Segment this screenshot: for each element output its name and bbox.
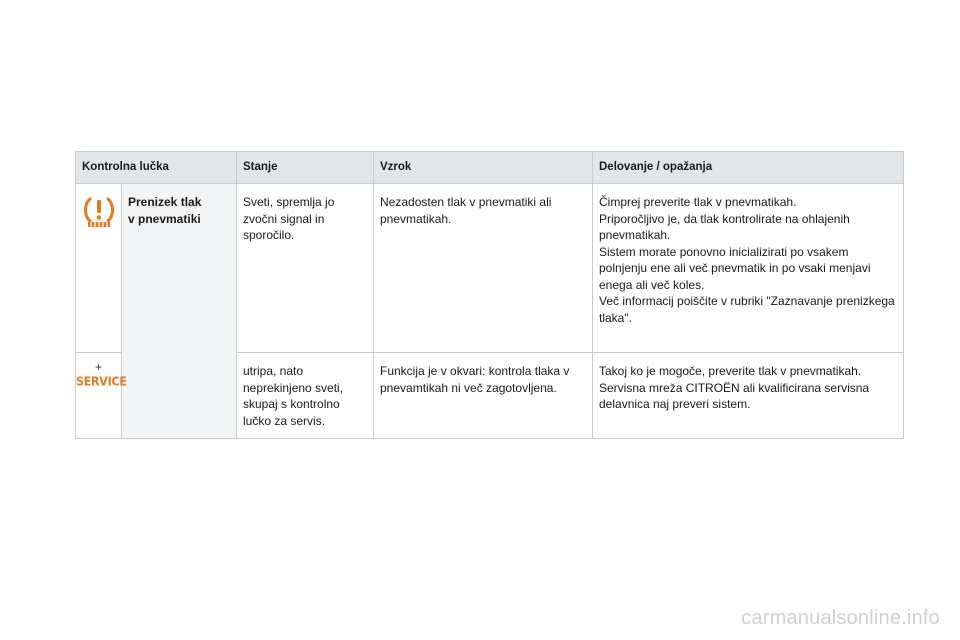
header-action: Delovanje / opažanja: [593, 152, 904, 184]
table-header-row: [76, 152, 904, 184]
action-line: Več informacij poiščite v rubriki "Zaznavanje prenizkega tlaka".: [599, 294, 895, 325]
action-cell: [593, 353, 904, 439]
warning-lights-table: [75, 151, 904, 439]
service-icon: SERVICE: [76, 373, 127, 389]
icon-cell: [76, 184, 122, 353]
action-line: Priporočljivo je, da tlak kontrolirate na ohlajenih pnevmatikah.: [599, 211, 850, 242]
plus-sign: +: [94, 360, 102, 374]
header-cause: Vzrok: [374, 152, 593, 184]
action-line: Takoj ko je mogoče, preverite tlak v pnevmatikah.: [599, 364, 862, 378]
action-line: Sistem morate ponovno inicializirati po vsakem polnjenju ene ali več pnevmatik in po vsaki menjavi enega ali več koles.: [599, 244, 871, 292]
icon-cell: [76, 353, 127, 439]
state-cell: Sveti, spremlja jo zvočni signal in sporočilo.: [237, 184, 374, 353]
warning-light-name: [122, 184, 237, 439]
cause-cell: Nezadosten tlak v pnevmatiki ali pnevmatikah.: [374, 184, 593, 353]
name-line-2: v pnevmatiki: [128, 211, 201, 226]
name-line-1: Prenizek tlak: [128, 195, 202, 209]
state-cell: utripa, nato neprekinjeno sveti, skupaj s kontrolno lučko za servis.: [237, 353, 374, 439]
action-line: Čimprej preverite tlak v pnevmatikah.: [599, 195, 797, 209]
action-line: Servisna mreža CITROËN ali kvalificirana servisna delavnica naj preveri sistem.: [599, 380, 870, 411]
action-cell: [593, 184, 904, 353]
tyre-pressure-warning-icon: [81, 219, 117, 233]
watermark: carmanualsonline.info: [741, 607, 940, 629]
cause-cell: Funkcija je v okvari: kontrola tlaka v pnevamtikah ni več zagotovljena.: [374, 353, 593, 439]
table-row: [76, 184, 904, 353]
header-warning-light: Kontrolna lučka: [76, 152, 237, 184]
header-state: Stanje: [237, 152, 374, 184]
